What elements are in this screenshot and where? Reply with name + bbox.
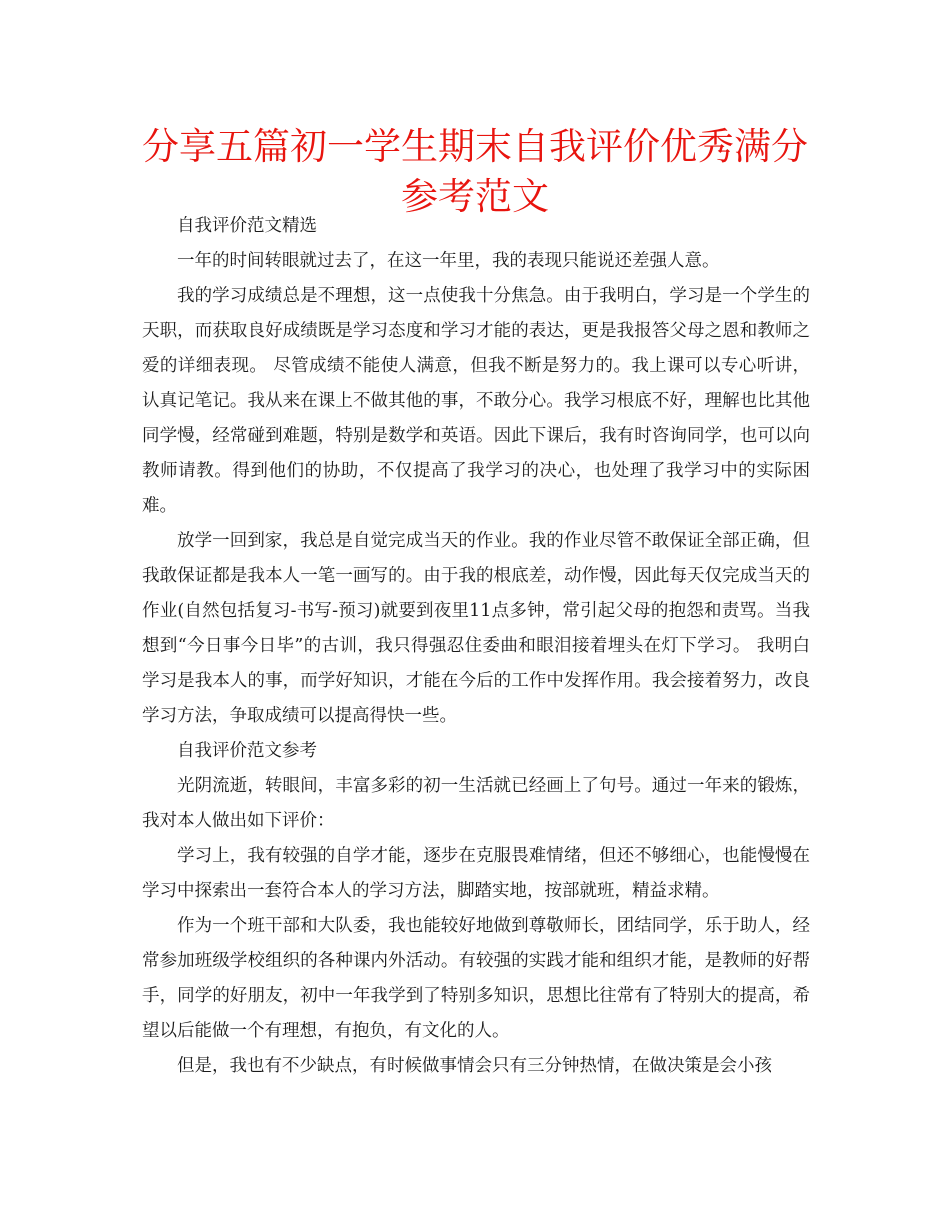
section-heading-2: 自我评价范文参考 bbox=[177, 741, 317, 761]
paragraph: 我的学习成绩总是不理想，这一点使我十分焦急。由于我明白，学习是一个学生的天职，而获取良好成绩既是学习态度和学习才能的表达，更是我报答父母之恩和教师之爱的详细表现。 尽管成绩不能使人满意，但我不断是努力的。我上课可以专心听讲，认真记笔记。我从来在课上不做其他的事，不敢分心。我学习根底不好，理解也比其他同学慢，经常碰到难题，特别是数学和英语。因此下课后，我有时咨询同学，也可以向教师请教。得到他们的协助，不仅提高了我学习的决心，也处理了我学习中的实际困难。 bbox=[142, 286, 810, 516]
paragraph: 但是，我也有不少缺点，有时候做事情会只有三分钟热情，在做决策是会小孩 bbox=[177, 1056, 772, 1076]
paragraph: 学习上，我有较强的自学才能，逐步在克服畏难情绪，但还不够细心，也能慢慢在学习中探索出一套符合本人的学习方法，脚踏实地，按部就班，精益求精。 bbox=[142, 846, 810, 901]
title-line-2: 参考范文 bbox=[401, 175, 549, 218]
document-title bbox=[120, 122, 830, 222]
paragraph: 一年的时间转眼就过去了，在这一年里，我的表现只能说还差强人意。 bbox=[177, 251, 720, 271]
title-line-1: 分享五篇初一学生期末自我评价优秀满分 bbox=[142, 125, 808, 168]
section-heading-1: 自我评价范文精选 bbox=[177, 216, 317, 236]
paragraph: 光阴流逝，转眼间，丰富多彩的初一生活就已经画上了句号。通过一年来的锻炼，我对本人做出如下评价： bbox=[142, 776, 810, 831]
document-body bbox=[142, 209, 810, 1084]
paragraph: 放学一回到家，我总是自觉完成当天的作业。我的作业尽管不敢保证全部正确，但我敢保证都是我本人一笔一画写的。由于我的根底差，动作慢，因此每天仅完成当天的作业(自然包括复习-书写-预习)就要到夜里11点多钟，常引起父母的抱怨和责骂。当我想到“今日事今日毕”的古训，我只得强忍住委曲和眼泪接着埋头在灯下学习。 我明白学习是我本人的事，而学好知识，才能在今后的工作中发挥作用。我会接着努力，改良学习方法，争取成绩可以提高得快一些。 bbox=[142, 531, 810, 726]
paragraph: 作为一个班干部和大队委，我也能较好地做到尊敬师长，团结同学，乐于助人，经常参加班级学校组织的各种课内外活动。有较强的实践才能和组织才能，是教师的好帮手，同学的好朋友，初中一年我学到了特别多知识，思想比往常有了特别大的提高，希望以后能做一个有理想，有抱负，有文化的人。 bbox=[142, 916, 810, 1041]
